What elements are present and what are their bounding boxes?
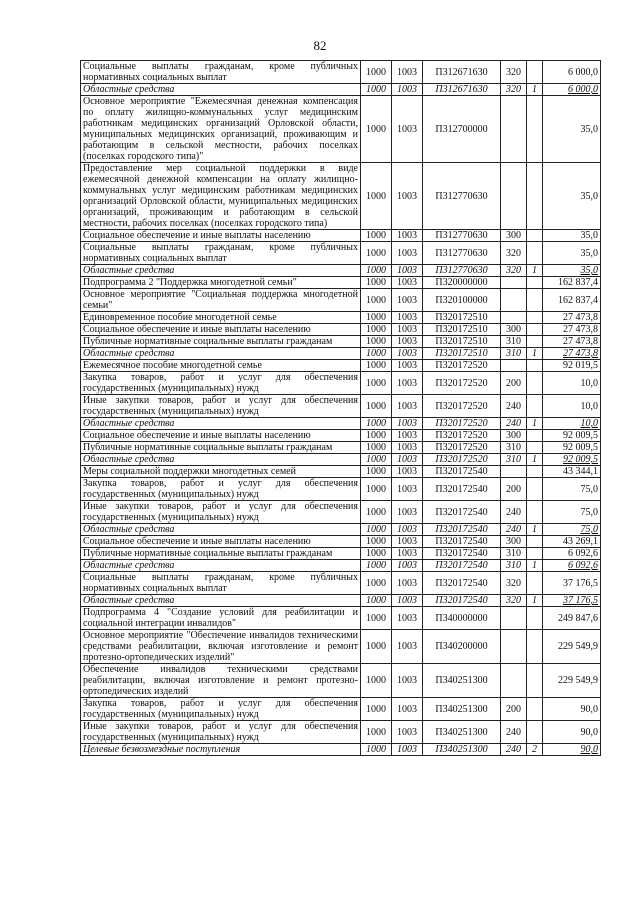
table-row — [81, 536, 601, 548]
row-target-article: П312770630 — [423, 163, 501, 230]
row-amount: 10,0 — [543, 418, 601, 430]
row-amount: 37 176,5 — [543, 572, 601, 595]
row-funding-source: 1 — [527, 348, 543, 360]
row-section: 1000 — [361, 163, 392, 230]
row-expense-type: 240 — [501, 524, 527, 536]
row-target-article: П312671630 — [423, 61, 501, 84]
table-row — [81, 595, 601, 607]
table-body — [81, 61, 601, 756]
row-section: 1000 — [361, 664, 392, 698]
row-target-article: П320172540 — [423, 501, 501, 524]
row-name: Областные средства — [81, 454, 361, 466]
table-row — [81, 312, 601, 324]
row-target-article: П312770630 — [423, 230, 501, 242]
row-target-article: П320172520 — [423, 372, 501, 395]
table-row — [81, 548, 601, 560]
row-section: 1000 — [361, 607, 392, 630]
row-name: Социальные выплаты гражданам, кроме публичных нормативных социальных выплат — [81, 61, 361, 84]
row-section: 1000 — [361, 277, 392, 289]
row-expense-type: 200 — [501, 372, 527, 395]
row-target-article: П340251300 — [423, 664, 501, 698]
row-target-article: П320172510 — [423, 324, 501, 336]
row-section: 1000 — [361, 630, 392, 664]
row-name: Областные средства — [81, 348, 361, 360]
table-row — [81, 466, 601, 478]
row-section: 1000 — [361, 242, 392, 265]
row-funding-source — [527, 230, 543, 242]
row-expense-type — [501, 466, 527, 478]
row-section: 1000 — [361, 698, 392, 721]
row-amount: 6 092,6 — [543, 548, 601, 560]
row-subsection: 1003 — [392, 277, 423, 289]
row-target-article: П320172510 — [423, 312, 501, 324]
row-funding-source — [527, 336, 543, 348]
row-subsection: 1003 — [392, 348, 423, 360]
table-row — [81, 277, 601, 289]
row-subsection: 1003 — [392, 430, 423, 442]
row-target-article: П340251300 — [423, 744, 501, 756]
row-funding-source: 1 — [527, 265, 543, 277]
row-section: 1000 — [361, 324, 392, 336]
row-amount: 75,0 — [543, 524, 601, 536]
row-amount: 249 847,6 — [543, 607, 601, 630]
row-subsection: 1003 — [392, 630, 423, 664]
table-row — [81, 478, 601, 501]
row-expense-type: 320 — [501, 595, 527, 607]
row-name: Закупка товаров, работ и услуг для обеспечения государственных (муниципальных) нужд — [81, 372, 361, 395]
row-name: Социальное обеспечение и иные выплаты населению — [81, 536, 361, 548]
row-subsection: 1003 — [392, 595, 423, 607]
row-funding-source: 1 — [527, 595, 543, 607]
row-target-article: П320172520 — [423, 442, 501, 454]
row-name: Областные средства — [81, 595, 361, 607]
table-row — [81, 607, 601, 630]
row-subsection: 1003 — [392, 536, 423, 548]
budget-table — [80, 60, 601, 756]
row-section: 1000 — [361, 466, 392, 478]
row-section: 1000 — [361, 454, 392, 466]
row-section: 1000 — [361, 418, 392, 430]
row-subsection: 1003 — [392, 560, 423, 572]
row-amount: 35,0 — [543, 96, 601, 163]
row-target-article: П320172510 — [423, 348, 501, 360]
row-name: Основное мероприятие "Ежемесячная денежная компенсация по оплату жилищно-коммунальных услуг медицинским работникам медицинских организаций Орловской области, муниципальных медицинских организаций, проживающим и работающим в сельской местности, рабочих поселках (поселках городского типа)" — [81, 96, 361, 163]
row-section: 1000 — [361, 536, 392, 548]
row-subsection: 1003 — [392, 721, 423, 744]
table-row — [81, 630, 601, 664]
row-section: 1000 — [361, 265, 392, 277]
row-expense-type — [501, 277, 527, 289]
row-funding-source — [527, 698, 543, 721]
row-section: 1000 — [361, 442, 392, 454]
row-name: Подпрограмма 4 "Создание условий для реабилитации и социальной интеграции инвалидов" — [81, 607, 361, 630]
row-subsection: 1003 — [392, 96, 423, 163]
row-target-article: П320172540 — [423, 572, 501, 595]
row-target-article: П312671630 — [423, 84, 501, 96]
table-row — [81, 454, 601, 466]
row-expense-type: 320 — [501, 265, 527, 277]
row-subsection: 1003 — [392, 336, 423, 348]
row-name: Предоставление мер социальной поддержки в виде ежемесячной денежной компенсации на оплату жилищно-коммунальных услуг медицинским работникам медицинских организаций Орловской области, муниципальных медицинских организаций, проживающим и работающим в сельской местности, рабочих поселках (поселках городского типа) — [81, 163, 361, 230]
row-section: 1000 — [361, 430, 392, 442]
row-subsection: 1003 — [392, 84, 423, 96]
table-row — [81, 348, 601, 360]
row-subsection: 1003 — [392, 324, 423, 336]
row-section: 1000 — [361, 744, 392, 756]
table-row — [81, 324, 601, 336]
row-funding-source — [527, 324, 543, 336]
row-funding-source — [527, 442, 543, 454]
row-target-article: П320172520 — [423, 360, 501, 372]
row-name: Закупка товаров, работ и услуг для обеспечения государственных (муниципальных) нужд — [81, 478, 361, 501]
row-section: 1000 — [361, 501, 392, 524]
row-section: 1000 — [361, 478, 392, 501]
row-expense-type: 240 — [501, 501, 527, 524]
table-row — [81, 744, 601, 756]
row-funding-source — [527, 312, 543, 324]
row-amount: 229 549,9 — [543, 630, 601, 664]
row-section: 1000 — [361, 230, 392, 242]
row-section: 1000 — [361, 360, 392, 372]
row-funding-source — [527, 478, 543, 501]
row-section: 1000 — [361, 61, 392, 84]
row-subsection: 1003 — [392, 265, 423, 277]
table-row — [81, 501, 601, 524]
row-target-article: П320172540 — [423, 466, 501, 478]
table-row — [81, 442, 601, 454]
row-expense-type: 310 — [501, 454, 527, 466]
row-subsection: 1003 — [392, 230, 423, 242]
row-name: Единовременное пособие многодетной семье — [81, 312, 361, 324]
row-funding-source — [527, 536, 543, 548]
table-row — [81, 360, 601, 372]
row-funding-source: 1 — [527, 418, 543, 430]
row-amount: 6 000,0 — [543, 84, 601, 96]
table-row — [81, 242, 601, 265]
row-expense-type: 310 — [501, 548, 527, 560]
row-expense-type: 310 — [501, 348, 527, 360]
row-amount: 10,0 — [543, 372, 601, 395]
row-target-article: П320172540 — [423, 560, 501, 572]
row-funding-source: 1 — [527, 84, 543, 96]
row-section: 1000 — [361, 560, 392, 572]
row-funding-source — [527, 289, 543, 312]
row-expense-type — [501, 360, 527, 372]
row-subsection: 1003 — [392, 372, 423, 395]
row-name: Иные закупки товаров, работ и услуг для обеспечения государственных (муниципальных) нужд — [81, 721, 361, 744]
table-row — [81, 96, 601, 163]
row-funding-source — [527, 372, 543, 395]
row-subsection: 1003 — [392, 242, 423, 265]
row-expense-type: 240 — [501, 744, 527, 756]
row-expense-type: 300 — [501, 324, 527, 336]
row-amount: 37 176,5 — [543, 595, 601, 607]
row-subsection: 1003 — [392, 442, 423, 454]
row-funding-source — [527, 395, 543, 418]
row-subsection: 1003 — [392, 524, 423, 536]
row-amount: 27 473,8 — [543, 348, 601, 360]
row-subsection: 1003 — [392, 478, 423, 501]
row-subsection: 1003 — [392, 454, 423, 466]
row-target-article: П312770630 — [423, 265, 501, 277]
row-target-article: П340251300 — [423, 698, 501, 721]
page-number: 82 — [313, 38, 327, 53]
table-row — [81, 265, 601, 277]
table-row — [81, 289, 601, 312]
row-expense-type: 320 — [501, 242, 527, 265]
row-expense-type: 310 — [501, 442, 527, 454]
row-amount: 43 344,1 — [543, 466, 601, 478]
row-subsection: 1003 — [392, 312, 423, 324]
row-target-article: П320172540 — [423, 595, 501, 607]
row-name: Закупка товаров, работ и услуг для обеспечения государственных (муниципальных) нужд — [81, 698, 361, 721]
row-amount: 35,0 — [543, 265, 601, 277]
row-funding-source — [527, 61, 543, 84]
row-expense-type — [501, 630, 527, 664]
row-amount: 92 009,5 — [543, 442, 601, 454]
row-target-article: П320000000 — [423, 277, 501, 289]
row-name: Областные средства — [81, 265, 361, 277]
row-expense-type — [501, 289, 527, 312]
row-subsection: 1003 — [392, 501, 423, 524]
row-expense-type: 200 — [501, 698, 527, 721]
row-target-article: П312700000 — [423, 96, 501, 163]
row-funding-source: 1 — [527, 454, 543, 466]
row-expense-type: 320 — [501, 572, 527, 595]
row-name: Целевые безвозмездные поступления — [81, 744, 361, 756]
row-name: Областные средства — [81, 84, 361, 96]
row-name: Областные средства — [81, 524, 361, 536]
row-subsection: 1003 — [392, 418, 423, 430]
row-name: Основное мероприятие "Обеспечение инвалидов техническими средствами реабилитации, включая изготовление и ремонт протезно-ортопедических изделий" — [81, 630, 361, 664]
row-amount: 92 019,5 — [543, 360, 601, 372]
row-section: 1000 — [361, 524, 392, 536]
row-target-article: П320172540 — [423, 524, 501, 536]
table-row — [81, 336, 601, 348]
table-row — [81, 372, 601, 395]
table-row — [81, 395, 601, 418]
row-subsection: 1003 — [392, 607, 423, 630]
row-name: Меры социальной поддержки многодетных семей — [81, 466, 361, 478]
row-expense-type — [501, 163, 527, 230]
row-target-article: П320172520 — [423, 395, 501, 418]
row-expense-type: 200 — [501, 478, 527, 501]
row-expense-type: 300 — [501, 230, 527, 242]
row-section: 1000 — [361, 84, 392, 96]
row-funding-source: 1 — [527, 524, 543, 536]
row-target-article: П320172540 — [423, 478, 501, 501]
row-expense-type — [501, 607, 527, 630]
row-section: 1000 — [361, 572, 392, 595]
row-name: Социальное обеспечение и иные выплаты населению — [81, 230, 361, 242]
table-row — [81, 84, 601, 96]
row-funding-source — [527, 572, 543, 595]
table-row — [81, 61, 601, 84]
table-row — [81, 430, 601, 442]
row-target-article: П320100000 — [423, 289, 501, 312]
row-target-article: П320172520 — [423, 454, 501, 466]
row-amount: 27 473,8 — [543, 324, 601, 336]
row-name: Ежемесячное пособие многодетной семье — [81, 360, 361, 372]
row-expense-type — [501, 96, 527, 163]
row-amount: 90,0 — [543, 698, 601, 721]
row-amount: 27 473,8 — [543, 312, 601, 324]
row-subsection: 1003 — [392, 664, 423, 698]
row-subsection: 1003 — [392, 289, 423, 312]
row-name: Социальные выплаты гражданам, кроме публичных нормативных социальных выплат — [81, 242, 361, 265]
row-name: Публичные нормативные социальные выплаты гражданам — [81, 336, 361, 348]
row-target-article: П340251300 — [423, 721, 501, 744]
row-section: 1000 — [361, 372, 392, 395]
row-name: Областные средства — [81, 418, 361, 430]
row-funding-source — [527, 466, 543, 478]
row-expense-type: 240 — [501, 721, 527, 744]
row-target-article: П320172540 — [423, 548, 501, 560]
table-row — [81, 418, 601, 430]
row-name: Подпрограмма 2 "Поддержка многодетной семьи" — [81, 277, 361, 289]
row-name: Обеспечение инвалидов техническими средствами реабилитации, включая изготовление и ремонт протезно-ортопедических изделий — [81, 664, 361, 698]
row-expense-type: 240 — [501, 418, 527, 430]
row-section: 1000 — [361, 336, 392, 348]
row-subsection: 1003 — [392, 61, 423, 84]
row-amount: 43 269,1 — [543, 536, 601, 548]
row-subsection: 1003 — [392, 572, 423, 595]
row-funding-source — [527, 607, 543, 630]
row-amount: 92 009,5 — [543, 454, 601, 466]
row-name: Социальное обеспечение и иные выплаты населению — [81, 324, 361, 336]
row-amount: 92 009,5 — [543, 430, 601, 442]
row-amount: 162 837,4 — [543, 277, 601, 289]
row-expense-type: 310 — [501, 336, 527, 348]
row-expense-type: 240 — [501, 395, 527, 418]
row-name: Публичные нормативные социальные выплаты гражданам — [81, 548, 361, 560]
row-funding-source: 2 — [527, 744, 543, 756]
row-amount: 6 092,6 — [543, 560, 601, 572]
row-subsection: 1003 — [392, 360, 423, 372]
row-target-article: П320172520 — [423, 430, 501, 442]
row-target-article: П340200000 — [423, 630, 501, 664]
row-amount: 6 000,0 — [543, 61, 601, 84]
row-amount: 229 549,9 — [543, 664, 601, 698]
row-expense-type: 320 — [501, 61, 527, 84]
row-name: Социальное обеспечение и иные выплаты населению — [81, 430, 361, 442]
row-funding-source — [527, 96, 543, 163]
row-funding-source — [527, 501, 543, 524]
row-subsection: 1003 — [392, 395, 423, 418]
row-funding-source — [527, 664, 543, 698]
row-funding-source — [527, 430, 543, 442]
row-section: 1000 — [361, 595, 392, 607]
table-row — [81, 698, 601, 721]
row-amount: 75,0 — [543, 501, 601, 524]
row-subsection: 1003 — [392, 548, 423, 560]
row-amount: 162 837,4 — [543, 289, 601, 312]
row-name: Иные закупки товаров, работ и услуг для обеспечения государственных (муниципальных) нужд — [81, 395, 361, 418]
row-funding-source — [527, 360, 543, 372]
row-funding-source — [527, 630, 543, 664]
row-target-article: П320172520 — [423, 418, 501, 430]
row-expense-type: 300 — [501, 536, 527, 548]
row-section: 1000 — [361, 312, 392, 324]
row-subsection: 1003 — [392, 744, 423, 756]
row-amount: 10,0 — [543, 395, 601, 418]
row-amount: 75,0 — [543, 478, 601, 501]
row-target-article: П320172540 — [423, 536, 501, 548]
row-amount: 35,0 — [543, 242, 601, 265]
row-name: Областные средства — [81, 560, 361, 572]
row-section: 1000 — [361, 548, 392, 560]
row-funding-source: 1 — [527, 560, 543, 572]
row-name: Социальные выплаты гражданам, кроме публичных нормативных социальных выплат — [81, 572, 361, 595]
row-amount: 27 473,8 — [543, 336, 601, 348]
table-row — [81, 524, 601, 536]
row-name: Публичные нормативные социальные выплаты гражданам — [81, 442, 361, 454]
row-expense-type — [501, 664, 527, 698]
row-amount: 35,0 — [543, 230, 601, 242]
row-expense-type: 310 — [501, 560, 527, 572]
row-funding-source — [527, 163, 543, 230]
row-funding-source — [527, 277, 543, 289]
row-section: 1000 — [361, 348, 392, 360]
row-funding-source — [527, 721, 543, 744]
row-subsection: 1003 — [392, 698, 423, 721]
row-section: 1000 — [361, 96, 392, 163]
row-name: Иные закупки товаров, работ и услуг для обеспечения государственных (муниципальных) нужд — [81, 501, 361, 524]
row-section: 1000 — [361, 395, 392, 418]
row-target-article: П320172510 — [423, 336, 501, 348]
row-subsection: 1003 — [392, 163, 423, 230]
row-amount: 90,0 — [543, 744, 601, 756]
row-expense-type: 320 — [501, 84, 527, 96]
row-name: Основное мероприятие "Социальная поддержка многодетной семьи" — [81, 289, 361, 312]
table-row — [81, 572, 601, 595]
table-row — [81, 230, 601, 242]
row-amount: 90,0 — [543, 721, 601, 744]
row-amount: 35,0 — [543, 163, 601, 230]
row-expense-type — [501, 312, 527, 324]
row-funding-source — [527, 548, 543, 560]
row-target-article: П340000000 — [423, 607, 501, 630]
row-subsection: 1003 — [392, 466, 423, 478]
row-target-article: П312770630 — [423, 242, 501, 265]
table-row — [81, 721, 601, 744]
row-section: 1000 — [361, 289, 392, 312]
table-row — [81, 664, 601, 698]
row-funding-source — [527, 242, 543, 265]
row-section: 1000 — [361, 721, 392, 744]
table-row — [81, 560, 601, 572]
table-row — [81, 163, 601, 230]
row-expense-type: 300 — [501, 430, 527, 442]
